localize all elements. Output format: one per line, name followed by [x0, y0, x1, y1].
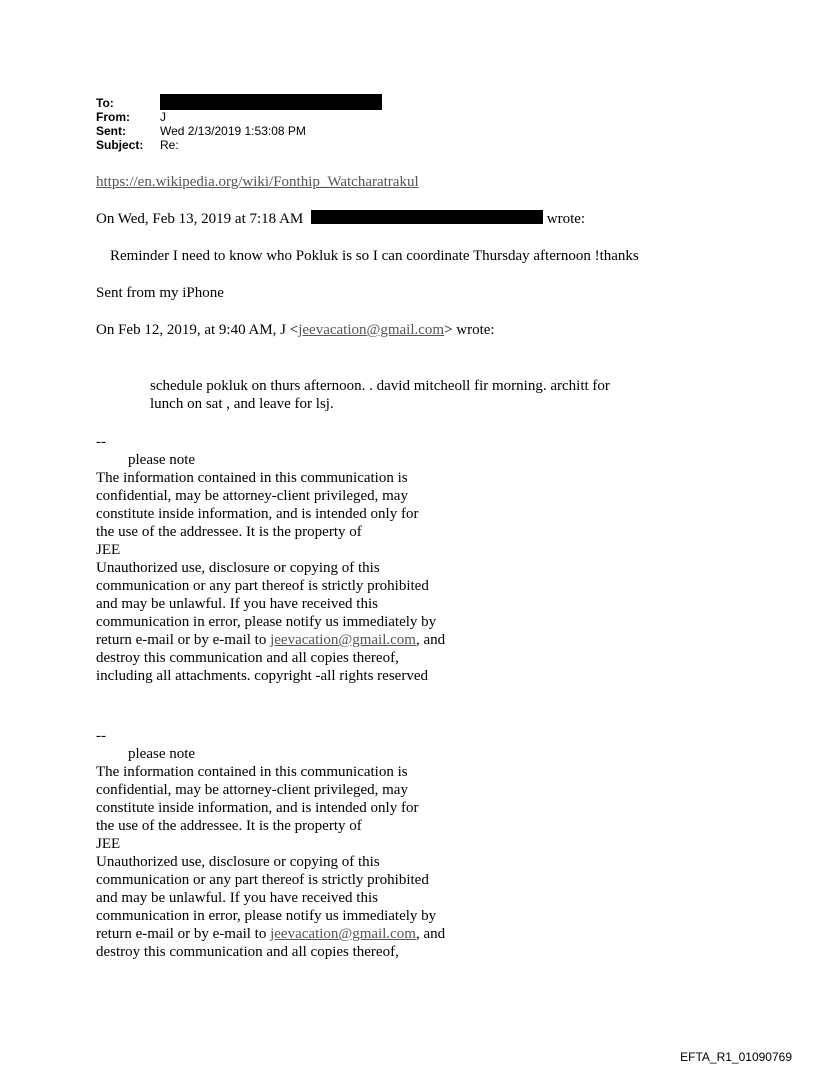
quote-intro-wrote: > wrote: [444, 322, 495, 338]
disclaimer-line: confidential, may be attorney-client privileged, may [96, 488, 408, 504]
disclaimer-text: return e-mail or by e-mail to [96, 632, 267, 648]
disclaimer-line: and may be unlawful. If you have received this [96, 596, 378, 612]
disclaimer-text: , and [415, 632, 446, 648]
disclaimer-please-note: please note [128, 746, 196, 762]
sent-from-text: Sent from my iPhone [96, 285, 224, 301]
disclaimer-line: destroy this communication and all copies thereof, [96, 944, 399, 960]
schedule-message [150, 377, 610, 413]
redaction-bar [160, 94, 382, 110]
disclaimer-line: constitute inside information, and is intended only for [96, 506, 419, 522]
disclaimer-line: including all attachments. copyright -all rights reserved [96, 668, 428, 684]
disclaimer-line: JEE [96, 836, 121, 852]
reply-intro [96, 210, 585, 228]
email-header [96, 96, 382, 152]
reply-intro-text: On Wed, Feb 13, 2019 at 7:18 AM [96, 211, 304, 227]
reply-intro-wrote: wrote: [546, 211, 586, 227]
disclaimer-line: communication or any part thereof is strictly prohibited [96, 578, 429, 594]
disclaimer-line: constitute inside information, and is intended only for [96, 800, 419, 816]
disclaimer-line: the use of the addressee. It is the property of [96, 524, 362, 540]
wikipedia-link[interactable]: https://en.wikipedia.org/wiki/Fonthip_Watcharatrakul [96, 174, 419, 190]
email-link[interactable]: jeevacation@gmail.com [270, 926, 416, 942]
from-row [96, 110, 382, 124]
disclaimer-line: The information contained in this communication is [96, 764, 408, 780]
disclaimer-1 [96, 433, 445, 685]
disclaimer-line: JEE [96, 542, 121, 558]
to-row [96, 96, 382, 110]
sent-value: Wed 2/13/2019 1:53:08 PM [160, 124, 306, 138]
email-link[interactable]: jeevacation@gmail.com [298, 322, 445, 338]
sent-row [96, 124, 382, 138]
disclaimer-text: , and [415, 926, 446, 942]
subject-value: Re: [160, 138, 179, 152]
schedule-line: schedule pokluk on thurs afternoon. . david mitcheoll fir morning. architt for [150, 378, 610, 394]
email-link[interactable]: jeevacation@gmail.com [270, 632, 416, 648]
disclaimer-line: communication in error, please notify us immediately by [96, 908, 437, 924]
disclaimer-line: Unauthorized use, disclosure or copying of this [96, 560, 380, 576]
quote-intro [96, 322, 495, 339]
from-value: J [160, 110, 166, 124]
disclaimer-2 [96, 727, 445, 961]
sent-label: Sent: [96, 124, 126, 138]
disclaimer-line: communication or any part thereof is strictly prohibited [96, 872, 429, 888]
disclaimer-dash: -- [96, 728, 106, 744]
disclaimer-dash: -- [96, 434, 106, 450]
redaction-bar [311, 210, 543, 224]
disclaimer-text: return e-mail or by e-mail to [96, 926, 267, 942]
subject-label: Subject: [96, 138, 144, 152]
disclaimer-line [96, 925, 445, 943]
schedule-line: lunch on sat , and leave for lsj. [150, 396, 334, 412]
reminder-text: Reminder I need to know who Pokluk is so I can coordinate Thursday afternoon !thanks [110, 248, 639, 264]
quote-intro-text: On Feb 12, 2019, at 9:40 AM, J < [96, 322, 299, 338]
disclaimer-line: the use of the addressee. It is the property of [96, 818, 362, 834]
disclaimer-line: The information contained in this communication is [96, 470, 408, 486]
disclaimer-line: confidential, may be attorney-client privileged, may [96, 782, 408, 798]
disclaimer-line: destroy this communication and all copies thereof, [96, 650, 399, 666]
disclaimer-line: and may be unlawful. If you have received this [96, 890, 378, 906]
disclaimer-please-note: please note [128, 452, 196, 468]
disclaimer-line: Unauthorized use, disclosure or copying of this [96, 854, 380, 870]
from-label: From: [96, 110, 130, 124]
disclaimer-line [96, 631, 445, 649]
disclaimer-line: communication in error, please notify us immediately by [96, 614, 437, 630]
to-label: To: [96, 96, 114, 110]
subject-row [96, 138, 382, 152]
document-id: EFTA_R1_01090769 [680, 1050, 792, 1064]
